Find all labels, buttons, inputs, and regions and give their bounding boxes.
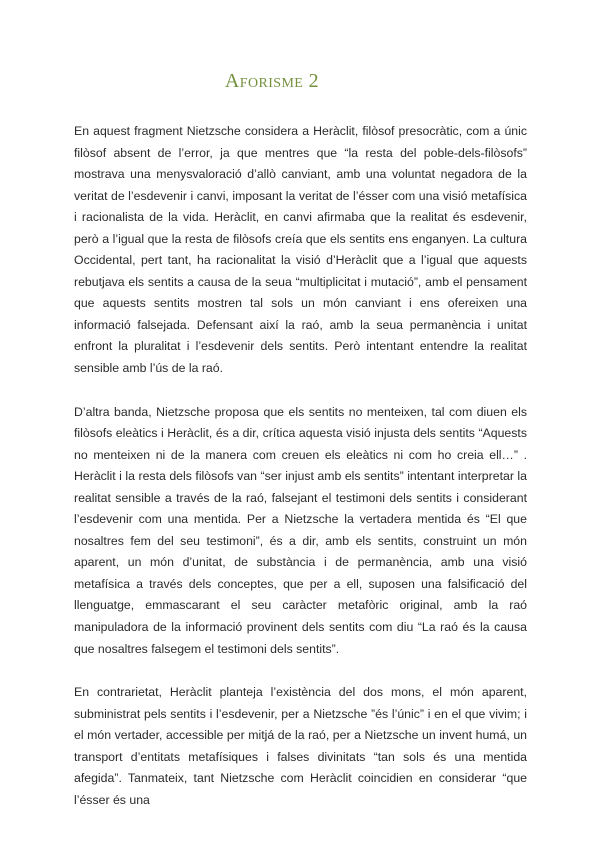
paragraph-1: En aquest fragment Nietzsche considera a Heràclit, filòsof presocràtic, com a únic filòsof absent de l’error, ja que mentres que “la resta del poble-dels-filòsofs” mostrava una menysvaloració d’allò canviant, amb una voluntat negadora de la veritat de l’esdevenir i canvi, imposant la veritat de l’ésser com una visió metafísica i racionalista de la vida. Heràclit, en canvi afirmaba que la realitat és esdevenir, però a l’igual que la resta de filòsofs creía que els sentits ens enganyen. La cultura Occidental, pert tant, ha racionalitat la visió d’Heràclit que a l’igual que aquests rebutjava els sentits a causa de la seua “multiplicitat i mutació”, amb el pensament que aquests sentits mostren tal sols un món canviant i ens ofereixen una informació falsejada. Defensant així la raó, amb la seua permanència i unitat enfront la pluralitat i l’esdevenir dels sentits. Però intentant entendre la realitat sensible amb l’ús de la raó. xyxy=(74,124,527,376)
paragraph-3: En contrarietat, Heràclit planteja l’existència del dos mons, el món aparent, subministrat pels sentits i l’esdevenir, per a Nietzsche ”és l’únic” i en el que vivim; i el món vertader, accessible per mitjá de la raó, per a Nietzsche un invent humá, un transport d’entitats metafísiques i falses divinitats “tan sols és una mentida afegida”. Tanmateix, tant Nietzsche com Heràclit coincidien en considerar “que l’ésser és una xyxy=(74,685,527,807)
paragraph-2: D’altra banda, Nietzsche proposa que els sentits no menteixen, tal com diuen els filòsofs eleàtics i Heràclit, és a dir, crítica aquesta visió injusta dels sentits “Aquests no menteixen ni de la manera com creuen els eleàtics ni com ho creia ell…” . Heràclit i la resta dels filòsofs van “ser injust amb els sentits” intentant interpretar la realitat sensible a través de la raó, falsejant el testimoni dels sentits i considerant l’esdevenir com una mentida. Per a Nietzsche la vertadera mentida és “El que nosaltres fem del seu testimoni”, és a dir, amb els sentits, construint un món aparent, un món d’unitat, de substància i de permanència, amb una visió metafísica a través dels conceptes, que per a ell, suposen una falsificació del llenguatge, emmascarant el seu caràcter metafòric original, amb la raó manipuladora de la informació provinent dels sentits com diu “La raó és la causa que nosaltres falsegem el testimoni dels sentits”. xyxy=(74,404,527,656)
document-body xyxy=(74,121,527,833)
title-container xyxy=(0,70,600,93)
page-title: Aforisme 2 xyxy=(224,70,320,92)
